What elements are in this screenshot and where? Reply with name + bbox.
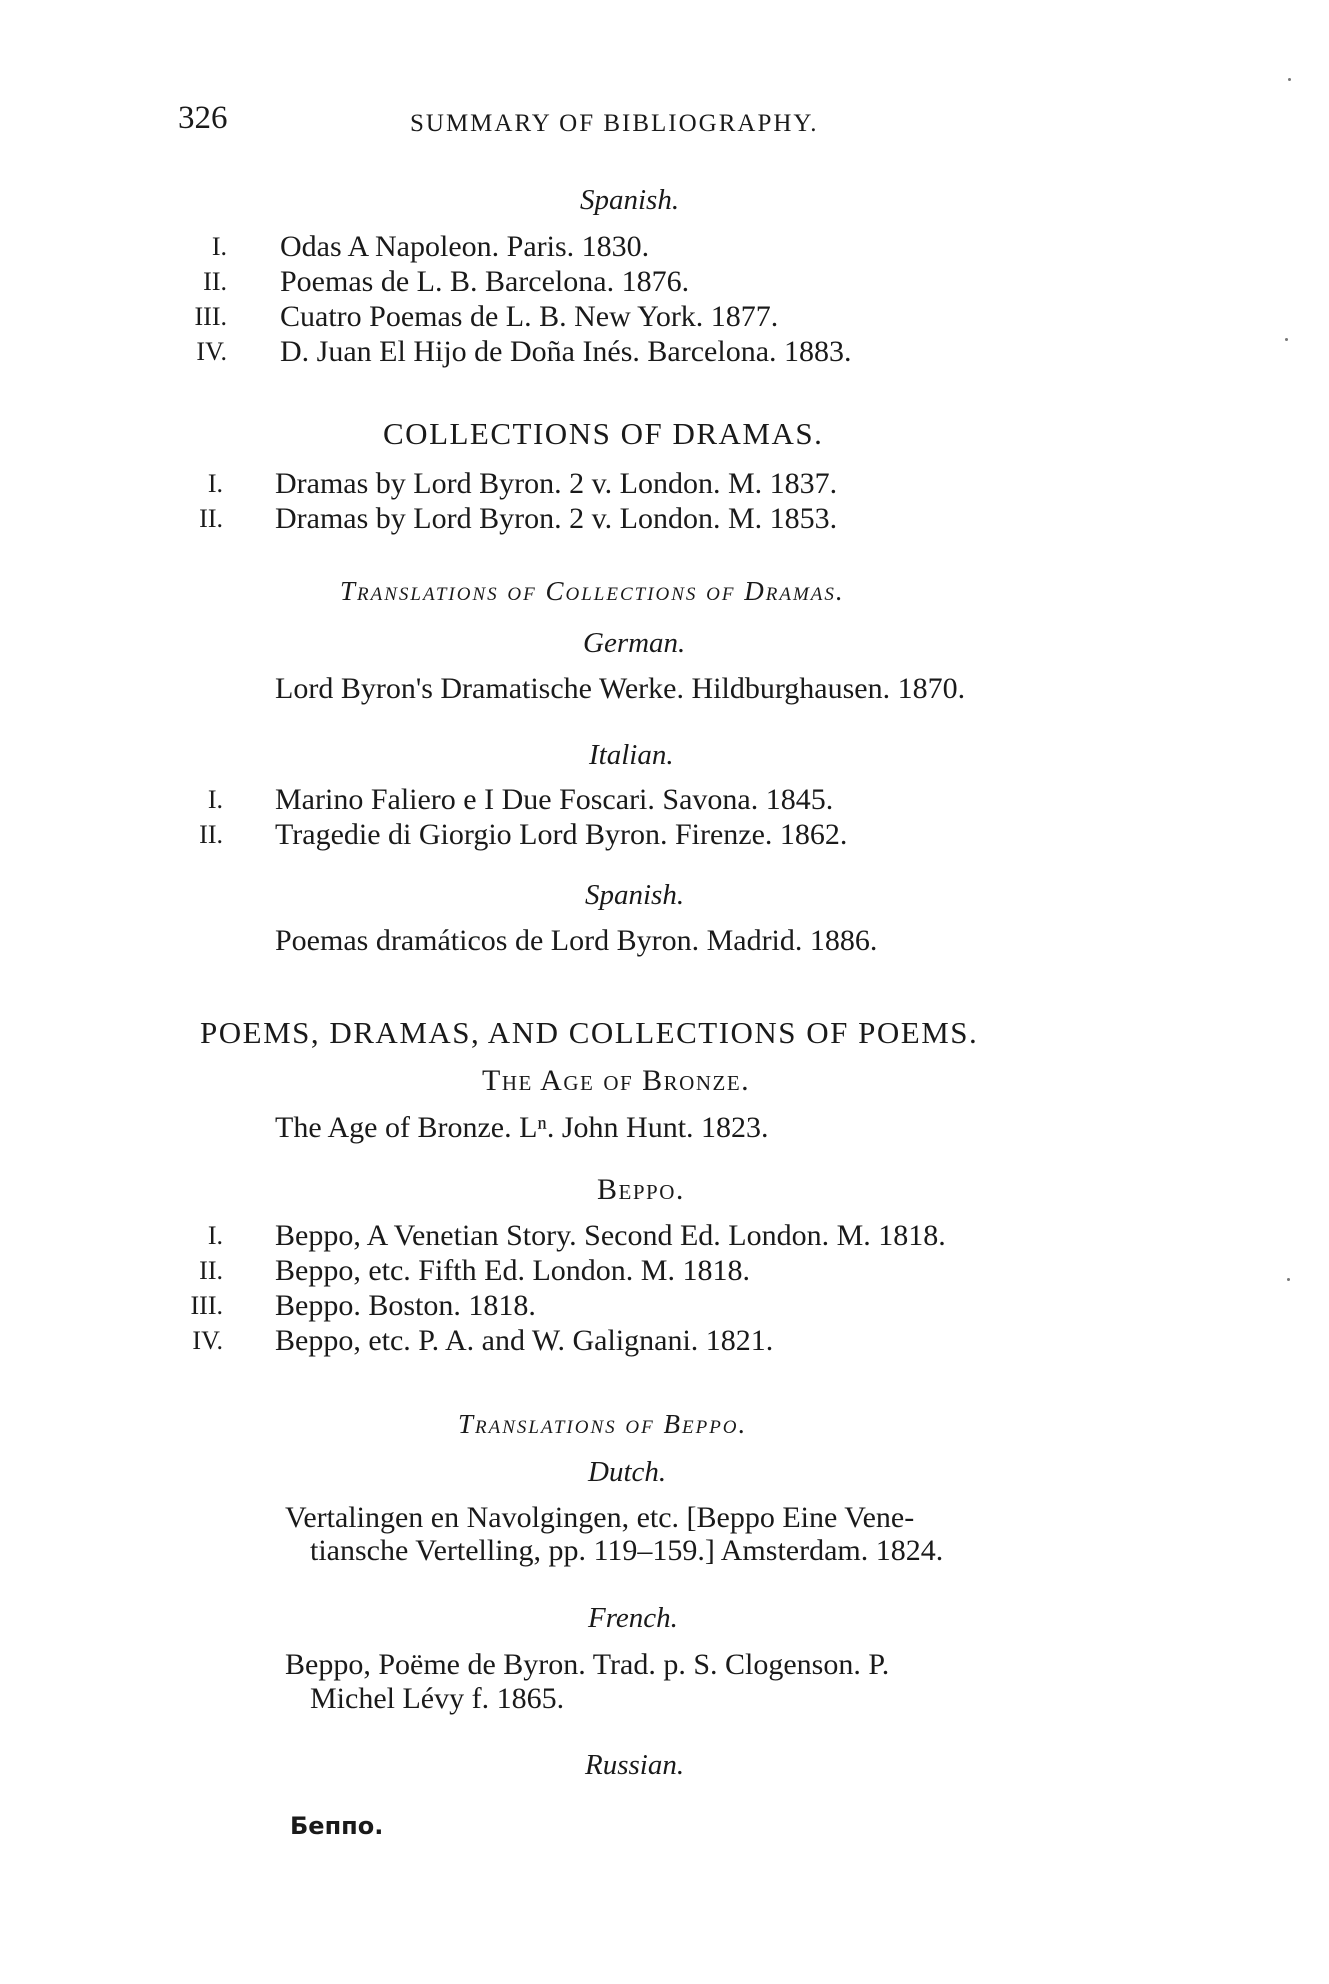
section-heading-poems-dramas-collections: POEMS, DRAMAS, AND COLLECTIONS OF POEMS. <box>200 1015 979 1050</box>
item-number: III. <box>190 1291 223 1320</box>
bibliography-entry: Odas A Napoleon. Paris. 1830. <box>280 230 650 263</box>
bibliography-entry: Lord Byron's Dramatische Werke. Hildburghausen. 1870. <box>275 672 966 705</box>
bibliography-entry: Beppo, etc. Fifth Ed. London. M. 1818. <box>275 1254 750 1287</box>
section-heading-translations-of-collections: Translations of Collections of Dramas. <box>340 576 845 606</box>
bibliography-entry: Cuatro Poemas de L. B. New York. 1877. <box>280 300 779 333</box>
subsection-heading-age-of-bronze: The Age of Bronze. <box>482 1064 751 1097</box>
bibliography-entry: Beppo. Boston. 1818. <box>275 1289 536 1322</box>
item-number: I. <box>207 469 223 498</box>
bibliography-entry: The Age of Bronze. Lⁿ. John Hunt. 1823. <box>275 1111 769 1144</box>
bibliography-entry: Dramas by Lord Byron. 2 v. London. M. 1837. <box>275 467 838 500</box>
item-number: II. <box>199 1256 223 1285</box>
item-number: II. <box>203 267 227 296</box>
bibliography-entry-continuation: tiansche Vertelling, pp. 119–159.] Amsterdam. 1824. <box>310 1534 944 1567</box>
item-number: I. <box>211 232 227 261</box>
item-number: I. <box>207 1221 223 1250</box>
subsection-heading-dutch: Dutch. <box>588 1456 667 1488</box>
page-number: 326 <box>178 100 228 136</box>
bibliography-entry: Beppo, A Venetian Story. Second Ed. London. M. 1818. <box>275 1219 946 1252</box>
bibliography-entry-cyrillic: Беппо. <box>290 1812 384 1840</box>
item-number: III. <box>194 302 227 331</box>
bibliography-entry-continuation: Michel Lévy f. 1865. <box>310 1682 565 1715</box>
bibliography-entry: Tragedie di Giorgio Lord Byron. Firenze. 1862. <box>275 818 848 851</box>
bibliography-entry: Marino Faliero e I Due Foscari. Savona. 1845. <box>275 783 834 816</box>
bibliography-entry: Dramas by Lord Byron. 2 v. London. M. 1853. <box>275 502 838 535</box>
section-heading-collections-of-dramas: COLLECTIONS OF DRAMAS. <box>383 416 824 451</box>
section-heading-translations-of-beppo: Translations of Beppo. <box>458 1409 748 1439</box>
item-number: I. <box>207 785 223 814</box>
bibliography-entry: Poemas dramáticos de Lord Byron. Madrid. 1886. <box>275 924 878 957</box>
scan-speck <box>1287 1278 1290 1281</box>
bibliography-entry: Poemas de L. B. Barcelona. 1876. <box>280 265 690 298</box>
subsection-heading-german: German. <box>583 627 686 659</box>
subsection-heading-spanish: Spanish. <box>585 879 685 911</box>
bibliography-entry: Vertalingen en Navolgingen, etc. [Beppo Eine Vene- <box>285 1501 915 1534</box>
subsection-heading-italian: Italian. <box>589 739 674 771</box>
bibliography-entry: D. Juan El Hijo de Doña Inés. Barcelona. 1883. <box>280 335 852 368</box>
item-number: II. <box>199 504 223 533</box>
scan-speck <box>1288 78 1291 81</box>
bibliography-entry: Beppo, etc. P. A. and W. Galignani. 1821. <box>275 1324 774 1357</box>
section-heading-spanish: Spanish. <box>580 184 680 216</box>
bibliography-entry: Beppo, Poëme de Byron. Trad. p. S. Clogenson. P. <box>285 1648 890 1681</box>
subsection-heading-russian: Russian. <box>585 1749 685 1781</box>
item-number: IV. <box>196 337 227 366</box>
running-title: SUMMARY OF BIBLIOGRAPHY. <box>410 110 819 137</box>
item-number: II. <box>199 820 223 849</box>
subsection-heading-beppo: Beppo. <box>597 1173 685 1206</box>
item-number: IV. <box>192 1326 223 1355</box>
subsection-heading-french: French. <box>588 1602 678 1634</box>
scan-speck <box>1285 338 1288 341</box>
